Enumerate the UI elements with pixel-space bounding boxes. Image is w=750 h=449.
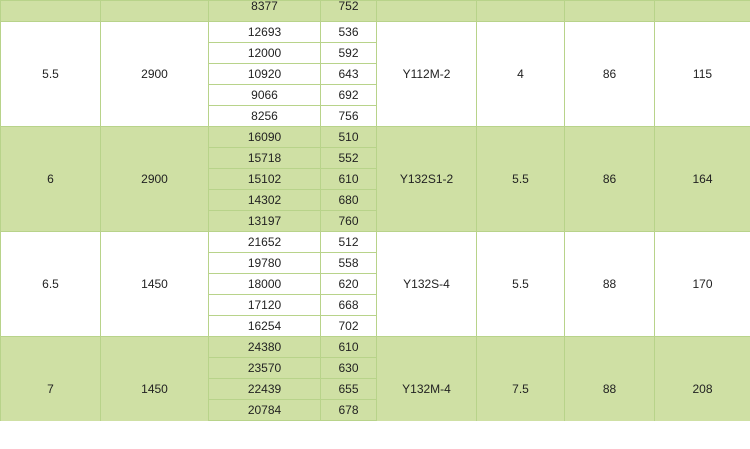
- page-bottom-margin: [0, 421, 750, 449]
- cell-power: 6: [1, 127, 101, 232]
- cell-air-volume: 23570: [209, 358, 321, 379]
- cell-power: 5.5: [1, 22, 101, 127]
- cell-air-volume: 16254: [209, 316, 321, 337]
- cell-power: [1, 1, 101, 22]
- cell-power: 7: [1, 337, 101, 442]
- cell-speed: 2900: [101, 127, 209, 232]
- cell-pressure: 752: [321, 1, 377, 22]
- cell-air-volume: 22439: [209, 379, 321, 400]
- cell-motor-power: [477, 1, 565, 22]
- cell-motor-model: [377, 1, 477, 22]
- table-row: [1, 22, 750, 43]
- cell-motor-power: 4: [477, 22, 565, 127]
- cell-motor-model: Y132S-4: [377, 232, 477, 337]
- cell-pressure: 630: [321, 358, 377, 379]
- cell-pressure: 558: [321, 253, 377, 274]
- cell-efficiency: 86: [565, 22, 655, 127]
- cell-pressure: 756: [321, 106, 377, 127]
- cell-air-volume: 16090: [209, 127, 321, 148]
- cell-pressure: 536: [321, 22, 377, 43]
- cell-air-volume: 12693: [209, 22, 321, 43]
- cell-motor-model: Y112M-2: [377, 22, 477, 127]
- cell-motor-model: Y132M-4: [377, 337, 477, 442]
- cell-air-volume: 9066: [209, 85, 321, 106]
- cell-pressure: 643: [321, 64, 377, 85]
- cell-pressure: 702: [321, 316, 377, 337]
- cell-pressure: 680: [321, 190, 377, 211]
- cell-air-volume: 20784: [209, 400, 321, 421]
- cell-weight: 164: [655, 127, 750, 232]
- cell-motor-model: Y132S1-2: [377, 127, 477, 232]
- cell-pressure: 668: [321, 295, 377, 316]
- table-row: [1, 127, 750, 148]
- cell-air-volume: 18000: [209, 274, 321, 295]
- cell-air-volume: 14302: [209, 190, 321, 211]
- cell-air-volume: 8256: [209, 106, 321, 127]
- cell-pressure: 610: [321, 337, 377, 358]
- cell-pressure: 760: [321, 211, 377, 232]
- cell-air-volume: 13197: [209, 211, 321, 232]
- cell-air-volume: 21652: [209, 232, 321, 253]
- cell-pressure: 552: [321, 148, 377, 169]
- cell-air-volume: 17120: [209, 295, 321, 316]
- cell-weight: 115: [655, 22, 750, 127]
- cell-power: 6.5: [1, 232, 101, 337]
- cell-speed: 2900: [101, 22, 209, 127]
- table-row: [1, 337, 750, 358]
- cell-air-volume: 19780: [209, 253, 321, 274]
- cell-air-volume: 15102: [209, 169, 321, 190]
- cell-motor-power: 7.5: [477, 337, 565, 442]
- cell-air-volume: 15718: [209, 148, 321, 169]
- cell-air-volume: 24380: [209, 337, 321, 358]
- cell-pressure: 655: [321, 379, 377, 400]
- cell-speed: 1450: [101, 232, 209, 337]
- cell-pressure: 678: [321, 400, 377, 421]
- cell-speed: [101, 1, 209, 22]
- cell-speed: 1450: [101, 337, 209, 442]
- cell-air-volume: 8377: [209, 1, 321, 22]
- cell-pressure: 692: [321, 85, 377, 106]
- table-row: [1, 232, 750, 253]
- cell-efficiency: 88: [565, 232, 655, 337]
- cell-pressure: 512: [321, 232, 377, 253]
- cell-pressure: 610: [321, 169, 377, 190]
- cell-pressure: 620: [321, 274, 377, 295]
- table-row: [1, 1, 750, 22]
- cell-pressure: 592: [321, 43, 377, 64]
- cell-weight: 208: [655, 337, 750, 442]
- cell-pressure: 510: [321, 127, 377, 148]
- cell-motor-power: 5.5: [477, 127, 565, 232]
- cell-air-volume: 12000: [209, 43, 321, 64]
- cell-efficiency: 88: [565, 337, 655, 442]
- cell-motor-power: 5.5: [477, 232, 565, 337]
- cell-air-volume: 10920: [209, 64, 321, 85]
- cell-efficiency: 86: [565, 127, 655, 232]
- cell-efficiency: [565, 1, 655, 22]
- cell-weight: 170: [655, 232, 750, 337]
- cell-weight: [655, 1, 750, 22]
